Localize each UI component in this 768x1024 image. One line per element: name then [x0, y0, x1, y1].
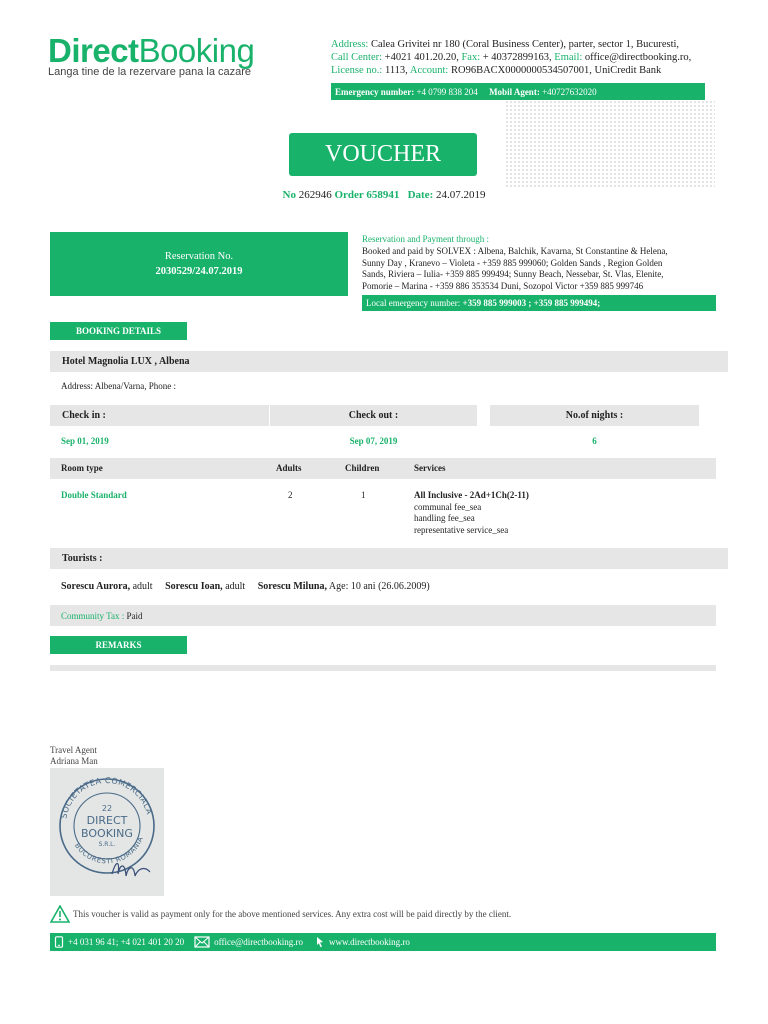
hotel-address: Address: Albena/Varna, Phone : [61, 381, 176, 391]
reservation-label: Reservation No. [164, 251, 234, 262]
tourist-name: Sorescu Aurora, [61, 581, 131, 592]
tax-value: Paid [126, 610, 143, 621]
notice-text: This voucher is valid as payment only for the above mentioned services. Any extra cost will be paid directly by the client. [73, 909, 512, 919]
address-line [331, 38, 691, 51]
through-line: Booked and paid by SOLVEX : Albena, Balchik, Kavarna, St Constantine & Helena, [362, 245, 668, 256]
emergency-value: +4 0799 838 204 [416, 86, 478, 97]
tourist-detail: adult [130, 581, 153, 592]
license-label: License no.: [331, 65, 383, 76]
adults-value: 2 [288, 490, 293, 500]
through-line: Pomorie – Marina - +359 886 353534 Duni, Sozopol Victor +359 885 999746 [362, 281, 644, 292]
hotel-row [50, 351, 728, 372]
warning-icon [50, 905, 70, 923]
service-item: handling fee_sea [414, 513, 475, 523]
through-label: Reservation and Payment through : [362, 234, 489, 244]
phone-icon [54, 936, 64, 948]
agent-name: Adriana Man [50, 756, 98, 766]
checkout-header [270, 405, 477, 426]
tourists-header [50, 548, 728, 569]
col-adults: Adults [276, 463, 302, 473]
signature-icon [112, 864, 150, 877]
service-item: communal fee_sea [414, 501, 482, 512]
order-number: Order 658941 [334, 189, 400, 201]
hotel-name: Hotel Magnolia LUX , Albena [62, 356, 190, 367]
header-contact [331, 38, 691, 77]
checkin-label: Check in : [62, 410, 106, 421]
world-map-background [505, 100, 715, 188]
cursor-icon [315, 936, 325, 948]
voucher-meta [0, 189, 768, 201]
reservation-number: 2030529/24.07.2019 [155, 266, 243, 277]
service-main: All Inclusive - 2Ad+1Ch(2-11) [414, 490, 529, 500]
voucher-no-label: No [282, 189, 296, 201]
agent-title: Travel Agent [50, 745, 97, 755]
voucher-title: VOUCHER [289, 133, 477, 176]
logo-d: D [48, 32, 72, 69]
col-children: Children [345, 463, 380, 473]
room-type-value: Double Standard [61, 490, 127, 500]
logo-booking: Booking [138, 32, 255, 69]
local-emergency-bar [362, 295, 716, 311]
checkout-label: Check out : [348, 410, 399, 421]
remarks-heading: REMARKS [50, 636, 187, 654]
footer-phones[interactable]: +4 031 96 41; +4 021 401 20 20 [68, 937, 185, 947]
nights-header [490, 405, 699, 426]
emergency-label: Emergency number: [335, 86, 415, 97]
nights-label: No.of nights : [565, 410, 624, 421]
callcenter-value: +4021 401.20.20, [384, 52, 459, 63]
col-services: Services [414, 463, 446, 473]
travel-agent [50, 745, 98, 767]
footer-bar [50, 933, 716, 951]
address-value: Calea Grivitei nr 180 (Coral Business Center), parter, sector 1, Bucuresti, [370, 39, 680, 50]
checkout-value: Sep 07, 2019 [349, 436, 398, 446]
tourists-list [61, 581, 430, 592]
local-emergency-value: +359 885 999003 ; +359 885 999494; [462, 298, 601, 308]
fax-value: + 40372899163, [482, 52, 552, 63]
footer-email[interactable]: office@directbooking.ro [214, 937, 304, 947]
voucher-date-value: 24.07.2019 [435, 189, 486, 201]
email-value: office@directbooking.ro, [584, 52, 692, 63]
emergency-bar [331, 83, 705, 100]
tax-label: Community Tax : [61, 610, 125, 621]
community-tax-row [50, 605, 716, 626]
stamp-booking: BOOKING [81, 827, 133, 840]
children-value: 1 [361, 490, 366, 500]
booking-details-heading: BOOKING DETAILS [50, 322, 187, 340]
address-label: Address: [331, 39, 369, 50]
license-line [331, 64, 691, 77]
voucher-date-label: Date: [407, 189, 434, 201]
stamp-seal-icon [50, 768, 164, 896]
checkin-value: Sep 01, 2019 [61, 436, 109, 446]
mail-icon [194, 936, 210, 948]
callcenter-label: Call Center: [331, 52, 383, 63]
email-label: Email: [554, 52, 583, 63]
company-stamp [50, 768, 164, 896]
tourist-detail: adult [222, 581, 246, 592]
stamp-bottom-text: BUCURESTI ROMANIA [72, 835, 145, 866]
account-label: Account: [409, 65, 449, 76]
account-value: RO96BACX0000000534507001, UniCredit Bank [450, 65, 662, 76]
logo-tagline: Langa tine de la rezervare pana la cazare [48, 66, 252, 78]
checkin-header [50, 405, 269, 426]
license-value: 1113, [384, 65, 408, 76]
stamp-top-text: SOCIETATEA COMERCIALA [59, 775, 154, 820]
local-emergency-label: Local emergency number: [366, 298, 461, 308]
reservation-through [362, 234, 668, 293]
logo-wordmark [48, 32, 254, 70]
reservation-box [50, 232, 348, 296]
logo-direct: irect [71, 32, 139, 69]
tourist-name: Sorescu Miluna, [257, 581, 327, 592]
col-room-type: Room type [61, 463, 103, 473]
remarks-divider [50, 665, 716, 671]
stamp-direct: DIRECT [86, 814, 128, 827]
through-line: Sunny Day , Kranevo – Violeta - +359 885 999060; Golden Sands , Region Golden [362, 257, 663, 268]
services-list [414, 490, 529, 536]
through-line: Sands, Riviera – Iulia- +359 885 999494; Sunny Beach, Nessebar, St. Vlas, Elenite, [362, 269, 664, 280]
nights-value: 6 [592, 436, 597, 446]
service-item: representative service_sea [414, 524, 509, 535]
room-table-header [50, 458, 716, 479]
stamp-srl: S.R.L. [98, 841, 116, 848]
tourists-label: Tourists : [62, 553, 103, 564]
notice [50, 905, 511, 923]
fax-label: Fax: [461, 52, 481, 63]
logo [48, 32, 254, 78]
mobil-value: +40727632020 [542, 86, 597, 97]
stamp-number: 22 [101, 804, 113, 813]
contact-line [331, 51, 691, 64]
tourist-name: Sorescu Ioan, [165, 581, 223, 592]
tourist-detail: Age: 10 ani (26.06.2009) [326, 581, 430, 592]
voucher-no-value: 262946 [298, 189, 332, 201]
footer-website[interactable]: www.directbooking.ro [329, 937, 410, 947]
mobil-label: Mobil Agent: [489, 86, 540, 97]
